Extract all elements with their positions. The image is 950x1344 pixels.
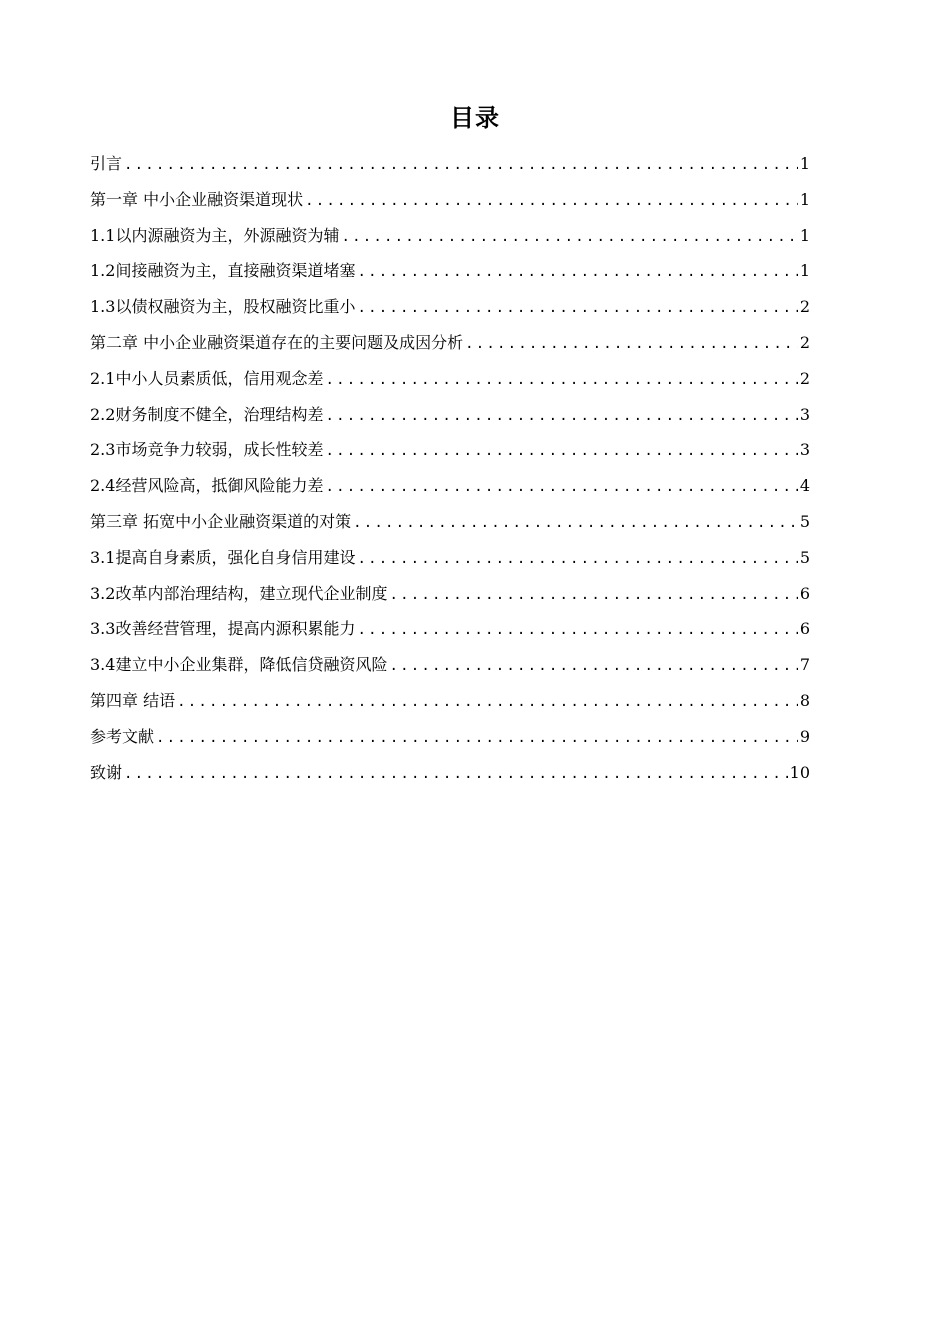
toc-leader-dots xyxy=(325,434,797,470)
toc-entry-label: 1.2间接融资为主，直接融资渠道堵塞 xyxy=(90,261,356,281)
toc-leader-dots xyxy=(124,757,788,793)
toc-entry-page-number: 1 xyxy=(799,225,810,245)
toc-entry-page-number: 9 xyxy=(799,726,810,746)
toc-entry-label: 第四章 结语 xyxy=(90,690,176,710)
toc-entry[interactable] xyxy=(90,397,810,433)
toc-leader-dots xyxy=(341,220,797,256)
toc-entry[interactable] xyxy=(90,218,810,254)
toc-entry-label: 3.4建立中小企业集群，降低信贷融资风险 xyxy=(90,655,388,675)
toc-entry-page-number: 6 xyxy=(799,619,810,639)
toc-leader-dots xyxy=(325,399,797,435)
toc-entry[interactable] xyxy=(90,576,810,612)
toc-leader-dots xyxy=(305,184,798,220)
toc-entry-label: 引言 xyxy=(90,154,123,173)
toc-leader-dots xyxy=(357,255,797,291)
toc-entry-label: 2.3市场竞争力较弱，成长性较差 xyxy=(90,440,324,460)
toc-entry-label: 参考文献 xyxy=(90,726,155,746)
toc-entry-label: 1.3以债权融资为主，股权融资比重小 xyxy=(90,297,356,317)
toc-entry[interactable] xyxy=(90,755,810,791)
toc-entry[interactable] xyxy=(90,719,810,755)
toc-entry-label: 第三章 拓宽中小企业融资渠道的对策 xyxy=(90,511,352,531)
toc-entry[interactable] xyxy=(90,504,810,540)
page-title: 目录 xyxy=(450,104,500,132)
toc-entry-label: 2.4经营风险高，抵御风险能力差 xyxy=(90,476,324,496)
toc-entry-page-number: 10 xyxy=(789,762,810,782)
toc-entry-page-number: 3 xyxy=(799,440,810,460)
toc-entry-page-number: 5 xyxy=(799,547,810,567)
toc-leader-dots xyxy=(353,506,798,542)
toc-leader-dots xyxy=(357,613,797,649)
toc-entry-label: 致谢 xyxy=(90,762,123,782)
toc-leader-dots xyxy=(325,363,797,399)
toc-entry-label: 3.3改善经营管理，提高内源积累能力 xyxy=(90,619,356,639)
toc-leader-dots xyxy=(156,721,798,757)
toc-entry-page-number: 8 xyxy=(799,690,810,710)
toc-leader-dots xyxy=(325,470,797,506)
toc-leader-dots xyxy=(124,148,798,184)
toc-entry[interactable] xyxy=(90,432,810,468)
toc-entry-page-number: 1 xyxy=(799,154,810,173)
toc-entry-page-number: 5 xyxy=(799,511,810,531)
toc-entry-page-number: 2 xyxy=(799,368,810,388)
toc-entry-page-number: 2 xyxy=(799,332,810,352)
toc-leader-dots xyxy=(389,649,797,685)
toc-leader-dots xyxy=(357,542,797,578)
toc-entry-page-number: 4 xyxy=(799,476,810,496)
toc-entry[interactable] xyxy=(90,540,810,576)
toc-entry-page-number: 3 xyxy=(799,404,810,424)
toc-entry[interactable] xyxy=(90,182,810,218)
toc-entry-label: 3.2改革内部治理结构，建立现代企业制度 xyxy=(90,583,388,603)
toc-entry-page-number: 1 xyxy=(799,261,810,281)
toc-entry[interactable] xyxy=(90,647,810,683)
toc-entry[interactable] xyxy=(90,325,810,361)
table-of-contents xyxy=(90,146,810,790)
toc-entry[interactable] xyxy=(90,289,810,325)
toc-entry-label: 第一章 中小企业融资渠道现状 xyxy=(90,189,304,209)
toc-entry-label: 1.1以内源融资为主，外源融资为辅 xyxy=(90,225,340,245)
toc-entry-page-number: 1 xyxy=(799,189,810,209)
toc-entry-page-number: 2 xyxy=(799,297,810,317)
toc-leader-dots xyxy=(465,327,798,363)
toc-entry[interactable] xyxy=(90,611,810,647)
toc-entry-label: 2.2财务制度不健全，治理结构差 xyxy=(90,404,324,424)
toc-leader-dots xyxy=(357,291,797,327)
toc-entry-label: 第二章 中小企业融资渠道存在的主要问题及成因分析 xyxy=(90,332,464,352)
toc-entry-label: 2.1中小人员素质低，信用观念差 xyxy=(90,368,324,388)
toc-entry[interactable] xyxy=(90,468,810,504)
toc-entry-label: 3.1提高自身素质，强化自身信用建设 xyxy=(90,547,356,567)
toc-leader-dots xyxy=(177,685,798,721)
toc-entry[interactable] xyxy=(90,361,810,397)
toc-entry-page-number: 6 xyxy=(799,583,810,603)
toc-entry[interactable] xyxy=(90,253,810,289)
toc-leader-dots xyxy=(389,578,797,614)
toc-entry-page-number: 7 xyxy=(799,655,810,675)
toc-entry[interactable] xyxy=(90,146,810,182)
toc-entry[interactable] xyxy=(90,683,810,719)
